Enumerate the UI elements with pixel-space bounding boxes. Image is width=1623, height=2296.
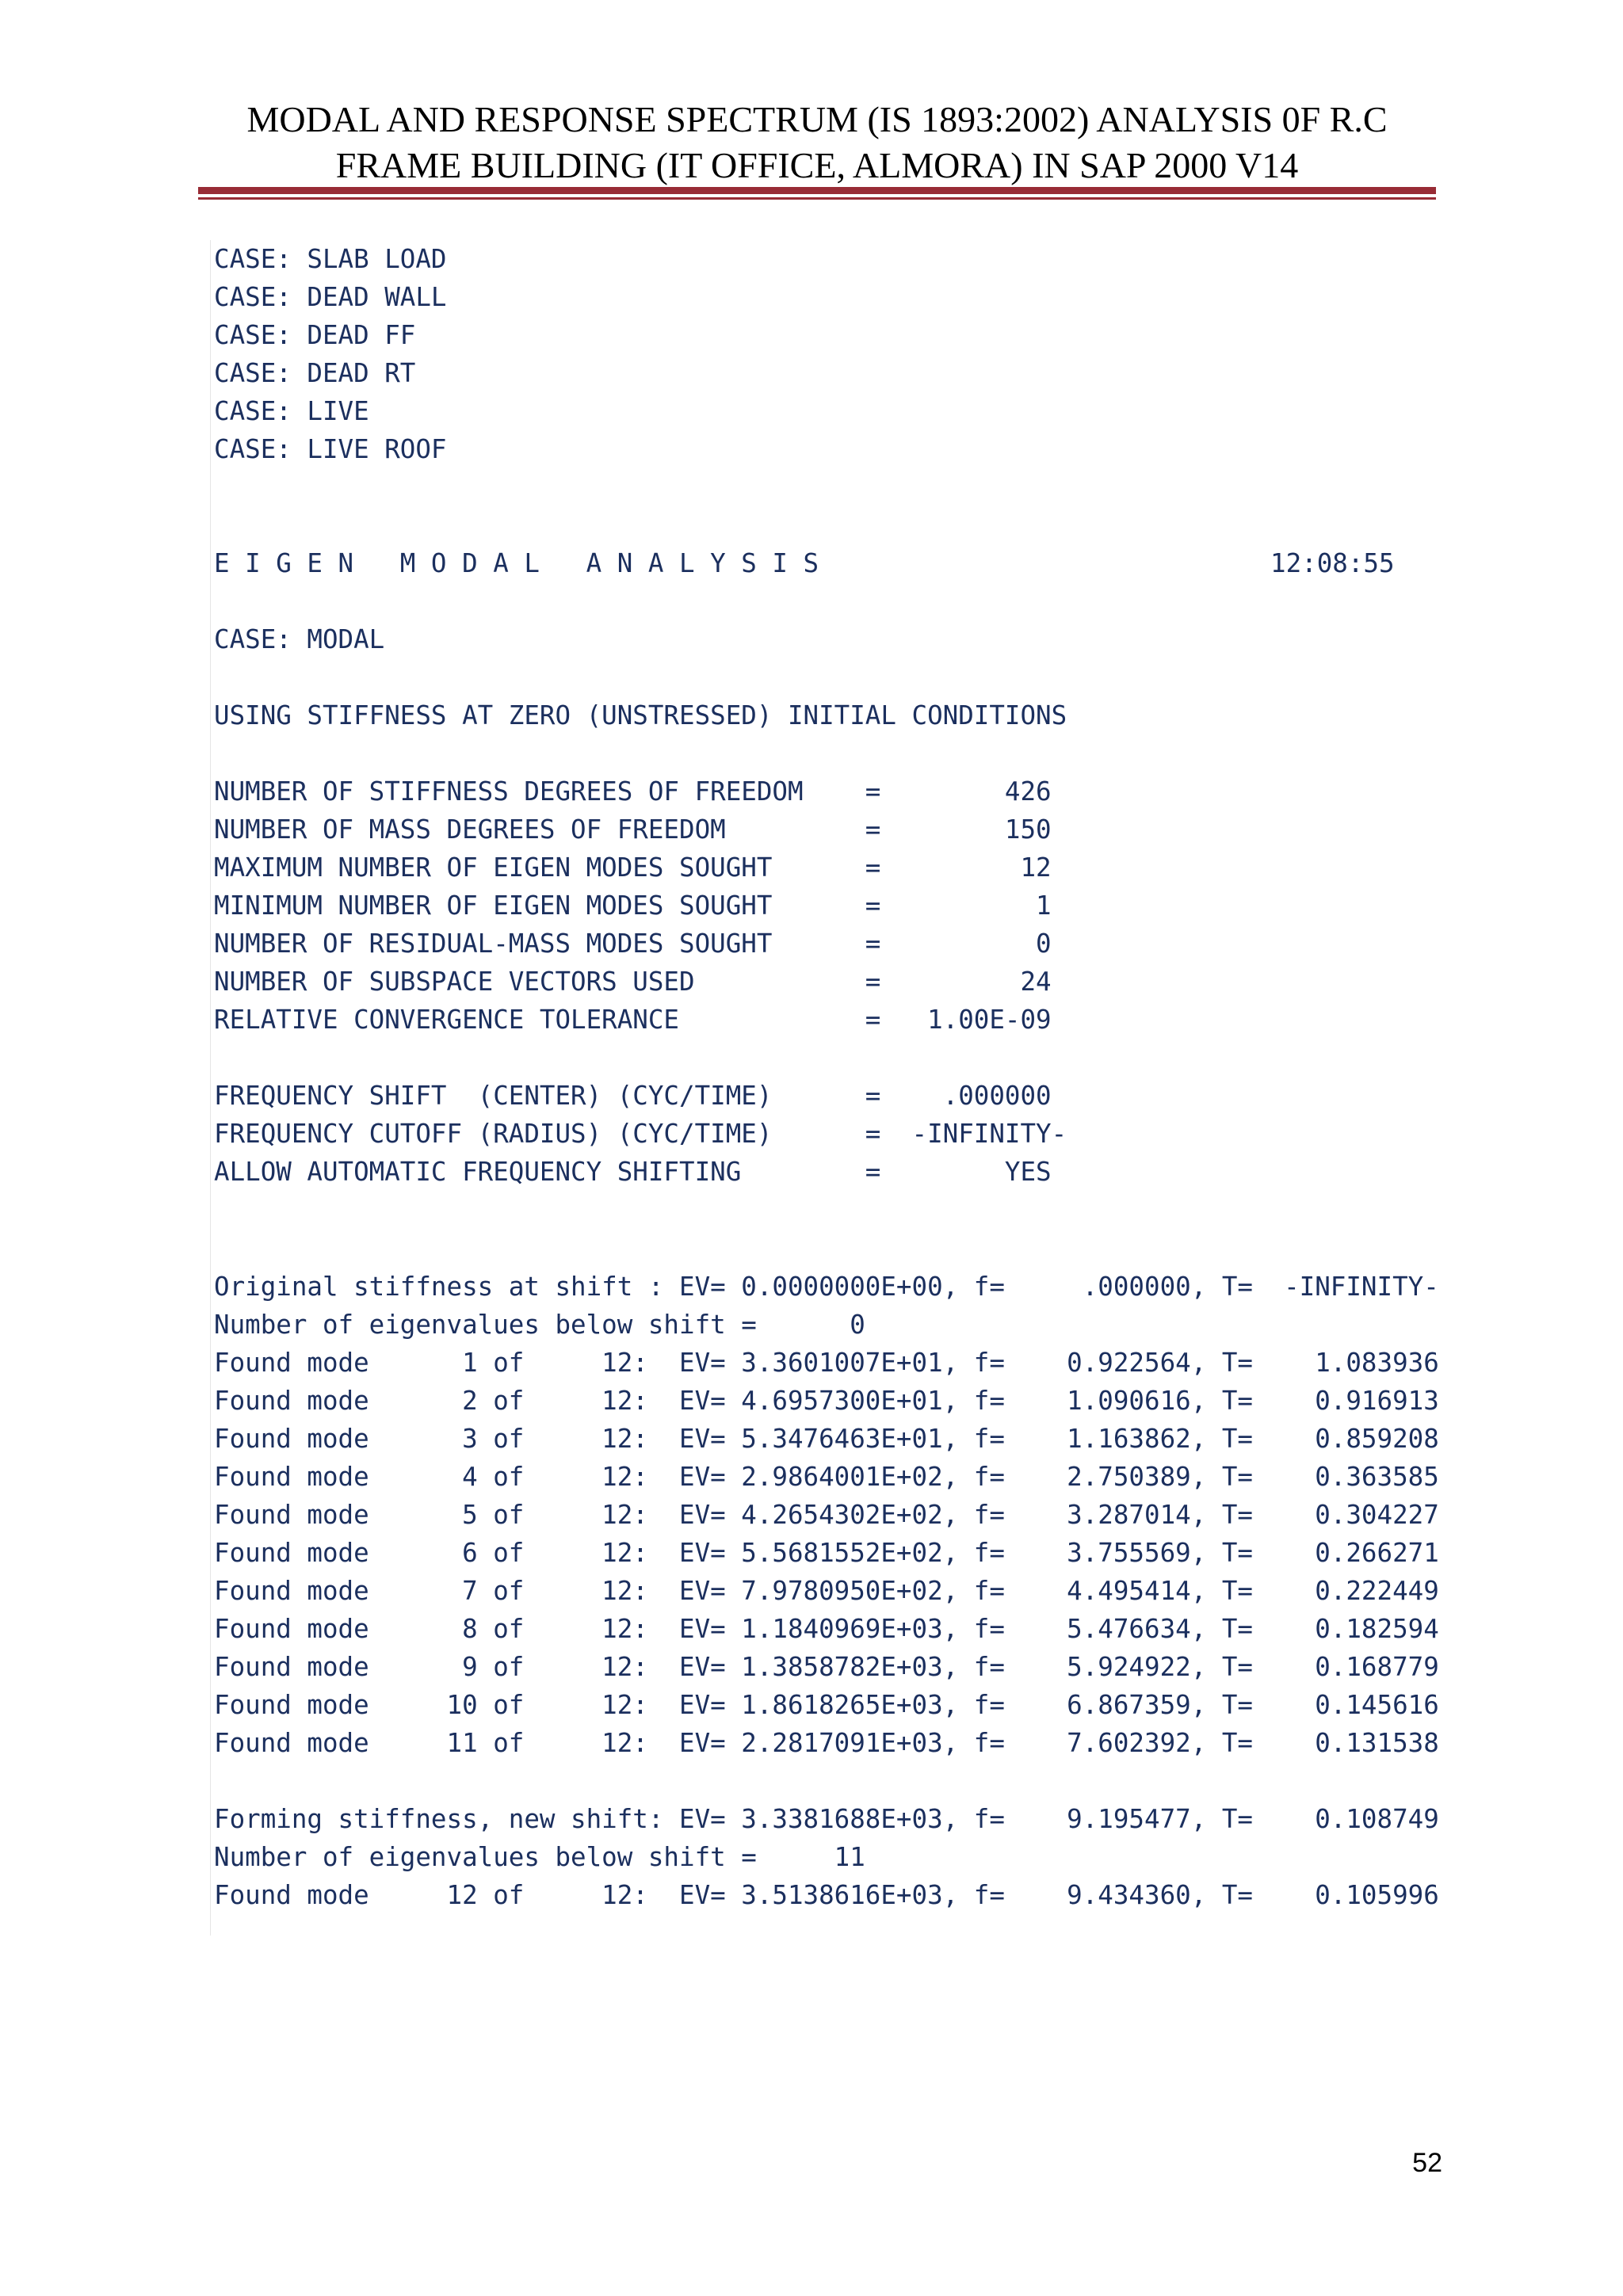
param-line: NUMBER OF RESIDUAL-MASS MODES SOUGHT = 0 (214, 929, 1052, 959)
header-divider (198, 187, 1436, 201)
eigen-heading: E I G E N M O D A L A N A L Y S I S (214, 548, 819, 578)
mode-result-line: Found mode 2 of 12: EV= 4.6957300E+01, f= 1.090616, T= 0.916913 (214, 1386, 1439, 1416)
case-line: CASE: DEAD WALL (214, 282, 447, 312)
freq-param-line: FREQUENCY CUTOFF (RADIUS) (CYC/TIME) = -INFINITY- (214, 1119, 1067, 1149)
param-line: MAXIMUM NUMBER OF EIGEN MODES SOUGHT = 12 (214, 852, 1052, 883)
mode-result-line: Found mode 12 of 12: EV= 3.5138616E+03, f= 9.434360, T= 0.105996 (214, 1880, 1439, 1910)
mode-result-line: Found mode 6 of 12: EV= 5.5681552E+02, f= 3.755569, T= 0.266271 (214, 1538, 1439, 1568)
freq-param-line: FREQUENCY SHIFT (CENTER) (CYC/TIME) = .000000 (214, 1081, 1052, 1111)
mode-result-line: Found mode 3 of 12: EV= 5.3476463E+01, f= 1.163862, T= 0.859208 (214, 1424, 1439, 1454)
initial-conditions: USING STIFFNESS AT ZERO (UNSTRESSED) INITIAL CONDITIONS (214, 700, 1067, 730)
mode-result-line: Found mode 10 of 12: EV= 1.8618265E+03, f= 6.867359, T= 0.145616 (214, 1690, 1439, 1720)
result-line: Number of eigenvalues below shift = 0 (214, 1310, 865, 1340)
eigen-time: 12:08:55 (1270, 548, 1395, 578)
modal-case: CASE: MODAL (214, 624, 385, 654)
header-divider-thin (198, 197, 1436, 200)
header-title-line-1: MODAL AND RESPONSE SPECTRUM (IS 1893:2002) ANALYSIS 0F R.C (246, 99, 1388, 139)
case-line: CASE: LIVE ROOF (214, 434, 447, 464)
page-number: 52 (1412, 2148, 1442, 2178)
case-line: CASE: DEAD RT (214, 358, 416, 388)
mode-result-line: Found mode 1 of 12: EV= 3.3601007E+01, f= 0.922564, T= 1.083936 (214, 1348, 1439, 1378)
shift-result-line: Number of eigenvalues below shift = 11 (214, 1842, 865, 1872)
param-line: MINIMUM NUMBER OF EIGEN MODES SOUGHT = 1 (214, 891, 1052, 921)
param-line: NUMBER OF MASS DEGREES OF FREEDOM = 150 (214, 814, 1052, 845)
mode-result-line: Found mode 4 of 12: EV= 2.9864001E+02, f= 2.750389, T= 0.363585 (214, 1462, 1439, 1492)
mode-result-line: Found mode 8 of 12: EV= 1.1840969E+03, f= 5.476634, T= 0.182594 (214, 1614, 1439, 1644)
result-line: Original stiffness at shift : EV= 0.0000000E+00, f= .000000, T= -INFINITY- (214, 1272, 1439, 1302)
freq-param-line: ALLOW AUTOMATIC FREQUENCY SHIFTING = YES (214, 1157, 1052, 1187)
mode-result-line: Found mode 7 of 12: EV= 7.9780950E+02, f= 4.495414, T= 0.222449 (214, 1576, 1439, 1606)
header-title-line-2: FRAME BUILDING (IT OFFICE, ALMORA) IN SAP 2000 V14 (335, 145, 1299, 185)
document-header (198, 97, 1436, 189)
sap-output-printout (210, 240, 1447, 1936)
case-line: CASE: SLAB LOAD (214, 244, 447, 274)
mode-result-line: Found mode 5 of 12: EV= 4.2654302E+02, f= 3.287014, T= 0.304227 (214, 1500, 1439, 1530)
header-divider-thick (198, 187, 1436, 194)
shift-result-line: Forming stiffness, new shift: EV= 3.3381688E+03, f= 9.195477, T= 0.108749 (214, 1804, 1439, 1834)
mode-result-line: Found mode 9 of 12: EV= 1.3858782E+03, f= 5.924922, T= 0.168779 (214, 1652, 1439, 1682)
param-line: RELATIVE CONVERGENCE TOLERANCE = 1.00E-09 (214, 1005, 1052, 1035)
mode-result-line: Found mode 11 of 12: EV= 2.2817091E+03, f= 7.602392, T= 0.131538 (214, 1728, 1439, 1758)
case-line: CASE: LIVE (214, 396, 369, 426)
case-line: CASE: DEAD FF (214, 320, 416, 350)
param-line: NUMBER OF SUBSPACE VECTORS USED = 24 (214, 967, 1052, 997)
param-line: NUMBER OF STIFFNESS DEGREES OF FREEDOM = 426 (214, 776, 1052, 807)
